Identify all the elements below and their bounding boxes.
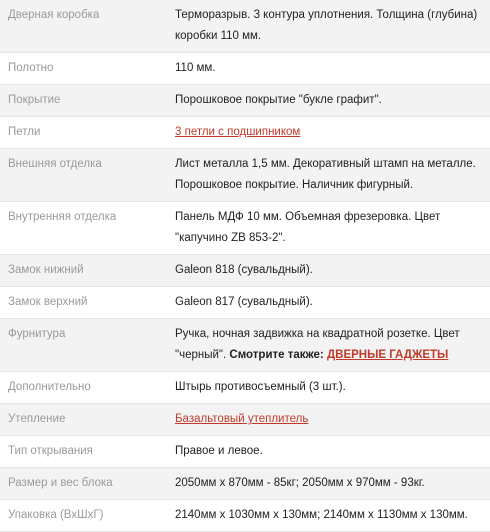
- spec-row-leaf: [0, 53, 490, 85]
- spec-label: Упаковка (ВхШхГ): [0, 500, 161, 532]
- spec-row-upper-lock: [0, 287, 490, 319]
- spec-row-packaging: [0, 500, 490, 532]
- spec-row-additional: [0, 372, 490, 404]
- spec-value: Galeon 817 (сувальдный).: [161, 287, 490, 319]
- spec-value: Правое и левое.: [161, 436, 490, 468]
- spec-value: Терморазрыв. 3 контура уплотнения. Толщина (глубина) коробки 110 мм.: [161, 0, 490, 53]
- hinges-link[interactable]: 3 петли с подшипником: [175, 126, 301, 138]
- spec-row-size-weight: [0, 468, 490, 500]
- spec-value: 2050мм х 870мм - 85кг; 2050мм х 970мм - 93кг.: [161, 468, 490, 500]
- door-gadgets-link[interactable]: ДВЕРНЫЕ ГАДЖЕТЫ: [326, 349, 449, 361]
- spec-value: [161, 404, 490, 436]
- spec-value: Панель МДФ 10 мм. Объемная фрезеровка. Цвет "капучино ZB 853-2".: [161, 202, 490, 255]
- hardware-text: Ручка, ночная задвижка на квадратной розетке. Цвет "черный".: [175, 328, 460, 361]
- spec-label: Размер и вес блока: [0, 468, 161, 500]
- spec-value: Galeon 818 (сувальдный).: [161, 255, 490, 287]
- spec-row-opening-type: [0, 436, 490, 468]
- spec-label: Тип открывания: [0, 436, 161, 468]
- spec-label: Полотно: [0, 53, 161, 85]
- spec-value: Штырь противосъемный (3 шт.).: [161, 372, 490, 404]
- spec-value: Порошковое покрытие "букле графит".: [161, 85, 490, 117]
- spec-label: Утепление: [0, 404, 161, 436]
- insulation-link[interactable]: Базальтовый утеплитель: [175, 413, 309, 425]
- spec-label: Фурнитура: [0, 319, 161, 372]
- spec-label: Дверная коробка: [0, 0, 161, 53]
- spec-row-interior-finish: [0, 202, 490, 255]
- spec-label: Внешняя отделка: [0, 149, 161, 202]
- spec-value: 110 мм.: [161, 53, 490, 85]
- spec-label: Замок нижний: [0, 255, 161, 287]
- spec-row-hinges: [0, 117, 490, 149]
- see-also-label: Смотрите также:: [229, 349, 324, 361]
- spec-row-insulation: [0, 404, 490, 436]
- spec-label: Замок верхний: [0, 287, 161, 319]
- spec-label: Внутренняя отделка: [0, 202, 161, 255]
- spec-value: [161, 117, 490, 149]
- spec-value: Лист металла 1,5 мм. Декоративный штамп на металле. Порошковое покрытие. Наличник фигурный.: [161, 149, 490, 202]
- spec-row-coating: [0, 85, 490, 117]
- spec-label: Покрытие: [0, 85, 161, 117]
- spec-row-door-frame: [0, 0, 490, 53]
- spec-row-exterior-finish: [0, 149, 490, 202]
- spec-label: Дополнительно: [0, 372, 161, 404]
- spec-value: 2140мм х 1030мм х 130мм; 2140мм х 1130мм х 130мм.: [161, 500, 490, 532]
- spec-row-lower-lock: [0, 255, 490, 287]
- spec-value: [161, 319, 490, 372]
- spec-row-hardware: [0, 319, 490, 372]
- spec-label: Петли: [0, 117, 161, 149]
